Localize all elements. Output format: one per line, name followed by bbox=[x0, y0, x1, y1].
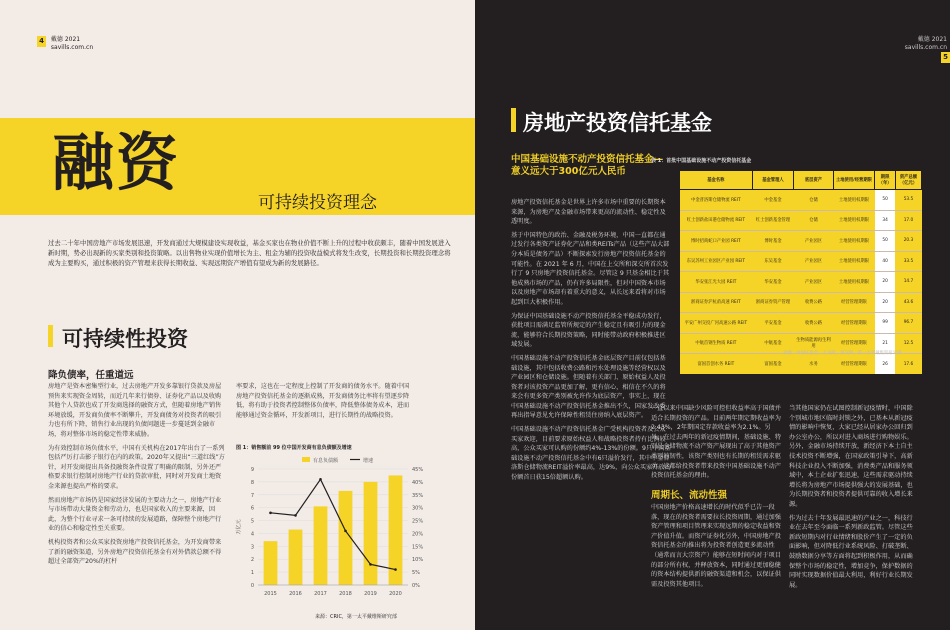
y-tick-label-left: 3 bbox=[250, 544, 254, 551]
x-tick-label: 2015 bbox=[264, 591, 277, 597]
table-row bbox=[680, 313, 922, 334]
right-page bbox=[475, 0, 950, 630]
paragraph: 中国基础设施不动产投资信托基金广受机构投资者及公众买家欢迎，目前要求原始权益人和战略投资者持有比例较高，公众买家可认购的份额约4%-13%的份额。9只中国基础设施不动产投资信托基金中有6只溢价发行，其中中金普洛斯仓储物流REIT溢价率最高，达9%，向公众买家开放的份额首日获15倍超额认购。 bbox=[511, 426, 671, 482]
table-cell: 21 bbox=[875, 333, 896, 354]
right-column-text bbox=[789, 404, 914, 590]
y-tick-label-right: 40% bbox=[412, 479, 424, 486]
table-cell: 12.5 bbox=[895, 333, 921, 354]
table-cell: 东吴基金 bbox=[752, 251, 794, 272]
y-tick-label-right: 45% bbox=[412, 467, 424, 473]
growth-point bbox=[269, 512, 272, 515]
y-tick-label-left: 1 bbox=[250, 570, 254, 577]
table-cell: 经营管理期限 bbox=[833, 313, 875, 334]
table-cell: 中金普洛斯仓储物流 REIT bbox=[680, 190, 753, 211]
header-year-left: 2021 bbox=[64, 36, 81, 43]
y-tick-label-right: 0% bbox=[412, 583, 420, 589]
bar bbox=[289, 530, 303, 585]
page-subtitle: 可持续投资理念 bbox=[258, 193, 377, 213]
table-cell: 平安基金 bbox=[752, 313, 794, 334]
y-tick-label-left: 8 bbox=[250, 479, 254, 486]
header-brand-right: 戴德 bbox=[917, 36, 930, 43]
table-cell: 中航基金 bbox=[752, 333, 794, 354]
table-cell: 浙商证券沪杭甬高速 REIT bbox=[680, 292, 753, 313]
left-column-text bbox=[511, 198, 671, 483]
paragraph: 一直以来中国缺少风险可控但收益率高于国债并适合长期投资的产品。目前两年期定期收益率为2.43%，2年期国定存款收益率为2.1%。另外，在过去两年的新冠疫情期间，基础设施、特别是仓储物流不动产资产展现出了高于其他资产类别的韧性，该资产类别也有长期的租赁需求驱动。这都给投资者带来投资中国基础设施不动产投资信托基金的理由。 bbox=[651, 405, 781, 480]
table-row bbox=[680, 251, 922, 272]
page-number-left: 4 bbox=[37, 36, 46, 47]
table-cell: 中航首钢生物质 REIT bbox=[680, 333, 753, 354]
y-axis-label: 万亿元 bbox=[236, 519, 242, 535]
paragraph: 然而房地产市场仍是国家经济发展的主要动力之一，房地产行业与市场带动大量资金和劳动力，也是国家收入的主要来源，因此，为整个行业寻求一条可持续的发展道路，保障整个房地产行业的信心和稳定性至关重要。 bbox=[48, 496, 222, 533]
intro-paragraph: 过去二十年中国房地产市场发展迅速，开发商通过大规模建设实现收益，基金买家也在物业价值不断上升的过程中收获颇丰，随着中国发展进入新时期，势必出现新的买家类别和投资策略。以出售物业实现价值增长为主、租金为辅的投资收益模式将发生改变，长期投资和长期投资理念将成为主要购买，通过积极的资产管理来获得长期收益、实现远期资产增值有望成为新的发展路径。 bbox=[48, 239, 451, 267]
table-cell: 土地使用权期限 bbox=[833, 251, 875, 272]
header-site-left: savills.com.cn bbox=[50, 44, 94, 51]
right-column-text bbox=[236, 382, 414, 420]
table-cell: 收费公路 bbox=[794, 313, 833, 334]
paragraph: 率要求，这也在一定程度上控制了开发商的债务水平。随着中国房地产投资信托基金的逐渐成熟，开发商债务比率将有望逐步降低，将有助于投资者控制整体负债率，降低整体债务成本，进而能够通过资金循环，开发新项目，进行长期性的战略投资。 bbox=[236, 383, 410, 419]
paragraph: 中国基础设施不动产投资信托基金底层资产目前仅包括基础设施，其中包括收费公路和污水处理设施等经营权以及产业园区和仓储设施。但随着有关部门、原始权益人及投资者对该投资产品更加了解，更有信心，相信在不久的将来会有更多资产类别被允许作为底层资产，事实上，现在中国基础设施不动产投资信托基金推出不久，国家发改委再出指导意见允许保障性租赁住房纳入底层资产。 bbox=[511, 354, 666, 420]
page-number-right: 5 bbox=[941, 52, 950, 63]
table-cell: 17.0 bbox=[895, 210, 921, 231]
table-cell: 土地使用权期限 bbox=[833, 231, 875, 252]
table-cell: 华安基金 bbox=[752, 272, 794, 293]
paragraph: 为保证中国基础设施不动产投资信托基金平稳成功发行，获批项目需满足监管所规定的产生稳定且有吸引力的现金流，能够符合长期投资策略，同时能带动政府积极推进区域发展。 bbox=[511, 312, 666, 349]
y-tick-label-left: 4 bbox=[250, 531, 254, 538]
table-header: 底层资产 bbox=[794, 171, 833, 190]
x-tick-label: 2020 bbox=[389, 591, 402, 597]
bar bbox=[314, 506, 328, 585]
header-site-right: savills.com.cn bbox=[904, 44, 947, 51]
x-tick-label: 2019 bbox=[364, 591, 377, 597]
table-cell: 水务 bbox=[794, 354, 833, 375]
paragraph: 当其他国家仍在试图控制新冠疫情时，中国除个别城市地区临时封锁之外，已基本从新冠疫情的影响中恢复，大家已经从居家办公回归到办公室办公，所以对进入商场进行购物娱乐。另外，金融市场持续开放，新经济下本土自主技术投资不断增强，在国家政策引导下，高新科技企业投入不断加强，消费类产品和服务领域中，本土企业扩张迅速，这些需求驱动持续增长将为房地产市场提供强大的发展基础，也为长期投资者和投资者提供可靠的收入增长来源。 bbox=[789, 405, 913, 508]
table-header: 期限（年） bbox=[875, 171, 896, 190]
table-cell: 经营管理期限 bbox=[833, 333, 875, 354]
y-tick-label-right: 20% bbox=[412, 531, 424, 538]
y-tick-label-right: 30% bbox=[412, 505, 424, 512]
paragraph: 中国房地产价格高速增长的时代似乎已告一段落，现在的投资者需要拉长投资周期，通过加强资产管理和项目管理来实现远期的稳定收益和资产价值升值。而资产证券化另外，中国房地产投资信托基金的推出将为投资者创造更多流动性（通常而言大宗资产）能够在短时间内对于项目的部分所有权，并释放资本，同时通过更加稳健的资本结构提供新的融资渠道和机会，以保证供需及投资其他项目。 bbox=[651, 504, 781, 588]
table-cell: 产业园区 bbox=[794, 231, 833, 252]
table-cell: 20.3 bbox=[895, 231, 921, 252]
x-tick-label: 2016 bbox=[289, 591, 302, 597]
y-tick-label-right: 35% bbox=[412, 492, 424, 499]
table-cell: 50 bbox=[875, 190, 896, 211]
table-cell: 博时基金 bbox=[752, 231, 794, 252]
section-title-sustainable: 可持续性投资 bbox=[62, 327, 188, 351]
table-header: 资产总额（亿元） bbox=[895, 171, 921, 190]
table-cell: 红土创新基金管理 bbox=[752, 210, 794, 231]
y-tick-label-left: 9 bbox=[250, 467, 254, 473]
table-cell: 40 bbox=[875, 251, 896, 272]
table-cell: 华安张江光大园 REIT bbox=[680, 272, 753, 293]
legend-label-line: 增速 bbox=[363, 458, 374, 464]
growth-point bbox=[319, 478, 322, 481]
table-cell: 生物质能源再生利用 bbox=[794, 333, 833, 354]
y-tick-label-left: 7 bbox=[250, 492, 254, 499]
growth-point bbox=[394, 568, 397, 571]
table-header: 基金名称 bbox=[680, 171, 753, 190]
growth-point bbox=[369, 563, 372, 566]
header-year-right: 2021 bbox=[931, 36, 947, 43]
table-caption: 表 1：首批中国基础设施不动产投资信托基金 bbox=[651, 158, 752, 164]
table-cell: 红土创新盐田港仓储物流 REIT bbox=[680, 210, 753, 231]
paragraph: 作为过去十年发展最迅速的产业之一，科技行业在去年至今面临一系列新政监管。尽管这些新政短期内对行业情绪和股价产生了一定的负面影响，但对降低行业系统风险、打破垄断、鼓励数据分享等方面将起到积极作用，从而确保整个市场的稳定性，增加竞争，保护数据的同时实现数据价值最大利用，利好行业长期发展。 bbox=[789, 514, 913, 589]
table-cell: 26 bbox=[875, 354, 896, 375]
figure-source: 来源：CRIC，第一太平戴维斯研究部 bbox=[315, 614, 397, 620]
lead-heading: 中国基础设施不动产投资信托基金—意义远大于300亿元人民币 bbox=[511, 154, 664, 177]
debt-chart bbox=[232, 455, 432, 605]
table-cell: 33.5 bbox=[895, 251, 921, 272]
paragraph: 房地产是资本密集型行业，过去房地产开发多靠银行贷款及房屋预售来实现资金周转，而近几年来行债券、证券化产品以及收购其他个人贷款也成了开发商选择的融资方式，但随着房地产销售环境放缓，开发商负债率不断攀升，开发商债务对投资者的吸引力也有所下降，销售行业出现的负债问题进一步蔓延到金融市场，将对整体市场的稳定性带来威胁。 bbox=[48, 383, 222, 438]
page-title: 融资 bbox=[52, 126, 181, 199]
table-cell: 仓储 bbox=[794, 190, 833, 211]
y-tick-label-right: 10% bbox=[412, 557, 424, 564]
x-tick-label: 2018 bbox=[339, 591, 352, 597]
table-row bbox=[680, 354, 922, 375]
y-tick-label-right: 15% bbox=[412, 544, 424, 551]
table-cell: 土地使用权期限 bbox=[833, 190, 875, 211]
table-cell: 17.6 bbox=[895, 354, 921, 375]
table-row bbox=[680, 210, 922, 231]
table-cell: 50 bbox=[875, 231, 896, 252]
section-accent-bar bbox=[511, 108, 516, 132]
paragraph: 房地产投资信托基金是世界上许多市场中重要的长期资本来源，为房地产及金融市场带来更高的流动性、稳定性及透明度。 bbox=[511, 199, 666, 226]
section-title-reits: 房地产投资信托基金 bbox=[523, 111, 712, 135]
table-cell: 96.7 bbox=[895, 313, 921, 334]
left-column-text bbox=[48, 382, 226, 567]
table-cell: 99 bbox=[875, 313, 896, 334]
left-page-header bbox=[37, 36, 93, 52]
reit-table bbox=[679, 170, 922, 374]
sub-heading-debt: 降负债率，任重道远 bbox=[48, 370, 134, 381]
legend-label-bar: 有息负债额 bbox=[313, 458, 339, 464]
table-cell: 中金基金 bbox=[752, 190, 794, 211]
y-tick-label-left: 6 bbox=[250, 505, 254, 512]
table-cell: 博时招商蛇口产业园 REIT bbox=[680, 231, 753, 252]
header-brand-left: 戴德 bbox=[50, 36, 63, 43]
paragraph: 为有效控制市场负债水平，中国有关机构在2017年出台了一系列包括严厉打击影子银行在内的政策。2020年又提出“三道红线”方针，对开发商提出具备投融资条件设置了明确的限制，另外还严格要求银行控制对房地产行业的贷款审批，同时对开发商土地资金来源也提出严格的要求。 bbox=[48, 444, 225, 490]
x-tick-label: 2017 bbox=[314, 591, 327, 597]
table-cell: 土地使用权期限 bbox=[833, 272, 875, 293]
table-cell: 53.5 bbox=[895, 190, 921, 211]
table-row bbox=[680, 292, 922, 313]
table-cell: 20 bbox=[875, 292, 896, 313]
table-cell: 产业园区 bbox=[794, 272, 833, 293]
table-cell: 经营管理期限 bbox=[833, 354, 875, 375]
table-cell: 34 bbox=[875, 210, 896, 231]
middle-column-text-2 bbox=[651, 503, 783, 589]
paragraph: 基于中国特色的政治、金融及税务环境，中国一直都在通过发行各类资产证券化产品和类REITs产品（这些产品大部分本质是债务产品）不断探索发行房地产投资信托基金的可能性。在 2021 年 6 月，中国在上交所和深交所首次发行了 9 只房地产投资信托基金。尽管这 9 只基金相比于其他成熟市场的产品，仍有许多局限性，但对中国资本市场以及房地产市场却有着重大的意义，从长远来看将对市场起到巨大积极作用。 bbox=[511, 231, 670, 306]
table-cell: 43.6 bbox=[895, 292, 921, 313]
y-tick-label-left: 5 bbox=[250, 518, 254, 525]
bar bbox=[264, 541, 278, 585]
growth-point bbox=[294, 514, 297, 517]
table-cell: 东吴苏州工业园区产业园 REIT bbox=[680, 251, 753, 272]
table-header: 基金管理人 bbox=[752, 171, 794, 190]
y-tick-label-left: 0 bbox=[250, 583, 254, 589]
growth-point bbox=[344, 530, 347, 533]
sub-heading-cycle: 周期长、流动性强 bbox=[651, 490, 728, 501]
table-row bbox=[680, 272, 922, 293]
table-cell: 浙商证券资产管理 bbox=[752, 292, 794, 313]
middle-column-text bbox=[651, 404, 783, 481]
table-cell: 20 bbox=[875, 272, 896, 293]
section-accent-bar bbox=[48, 325, 53, 347]
figure-caption: 图 1：销售额前 99 位中国开发商有息负债额及增速 bbox=[236, 445, 352, 451]
table-source: 来源：中国证监会，上交所，深交所，第一太平戴维斯研究部 bbox=[783, 351, 902, 356]
legend-swatch-bar bbox=[302, 457, 310, 462]
table-cell: 收费公路 bbox=[794, 292, 833, 313]
y-tick-label-right: 5% bbox=[412, 570, 420, 577]
table-row bbox=[680, 231, 922, 252]
table-body bbox=[680, 190, 922, 375]
y-tick-label-right: 25% bbox=[412, 518, 424, 525]
bar bbox=[364, 482, 378, 585]
table-row bbox=[680, 190, 922, 211]
paragraph: 机构投资者和公众买家投资房地产投资信托基金，为开发商带来了新的融资渠道，另外房地产投资信托基金有对外借款总额不得超过全部资产20%的杠杆 bbox=[48, 538, 222, 566]
y-tick-label-left: 2 bbox=[250, 557, 254, 564]
table-header: 土地使用/经营期限 bbox=[833, 171, 875, 190]
table-cell: 14.7 bbox=[895, 272, 921, 293]
right-page-header bbox=[903, 36, 950, 63]
table-cell: 土地使用权期限 bbox=[833, 210, 875, 231]
table-header-row bbox=[680, 171, 922, 190]
table-cell: 产业园区 bbox=[794, 251, 833, 272]
table-cell: 富国基金 bbox=[752, 354, 794, 375]
table-cell: 经营管理期限 bbox=[833, 292, 875, 313]
table-cell: 富国首创水务 REIT bbox=[680, 354, 753, 375]
table-cell: 仓储 bbox=[794, 210, 833, 231]
table-cell: 平安广州交投广河高速公路 REIT bbox=[680, 313, 753, 334]
